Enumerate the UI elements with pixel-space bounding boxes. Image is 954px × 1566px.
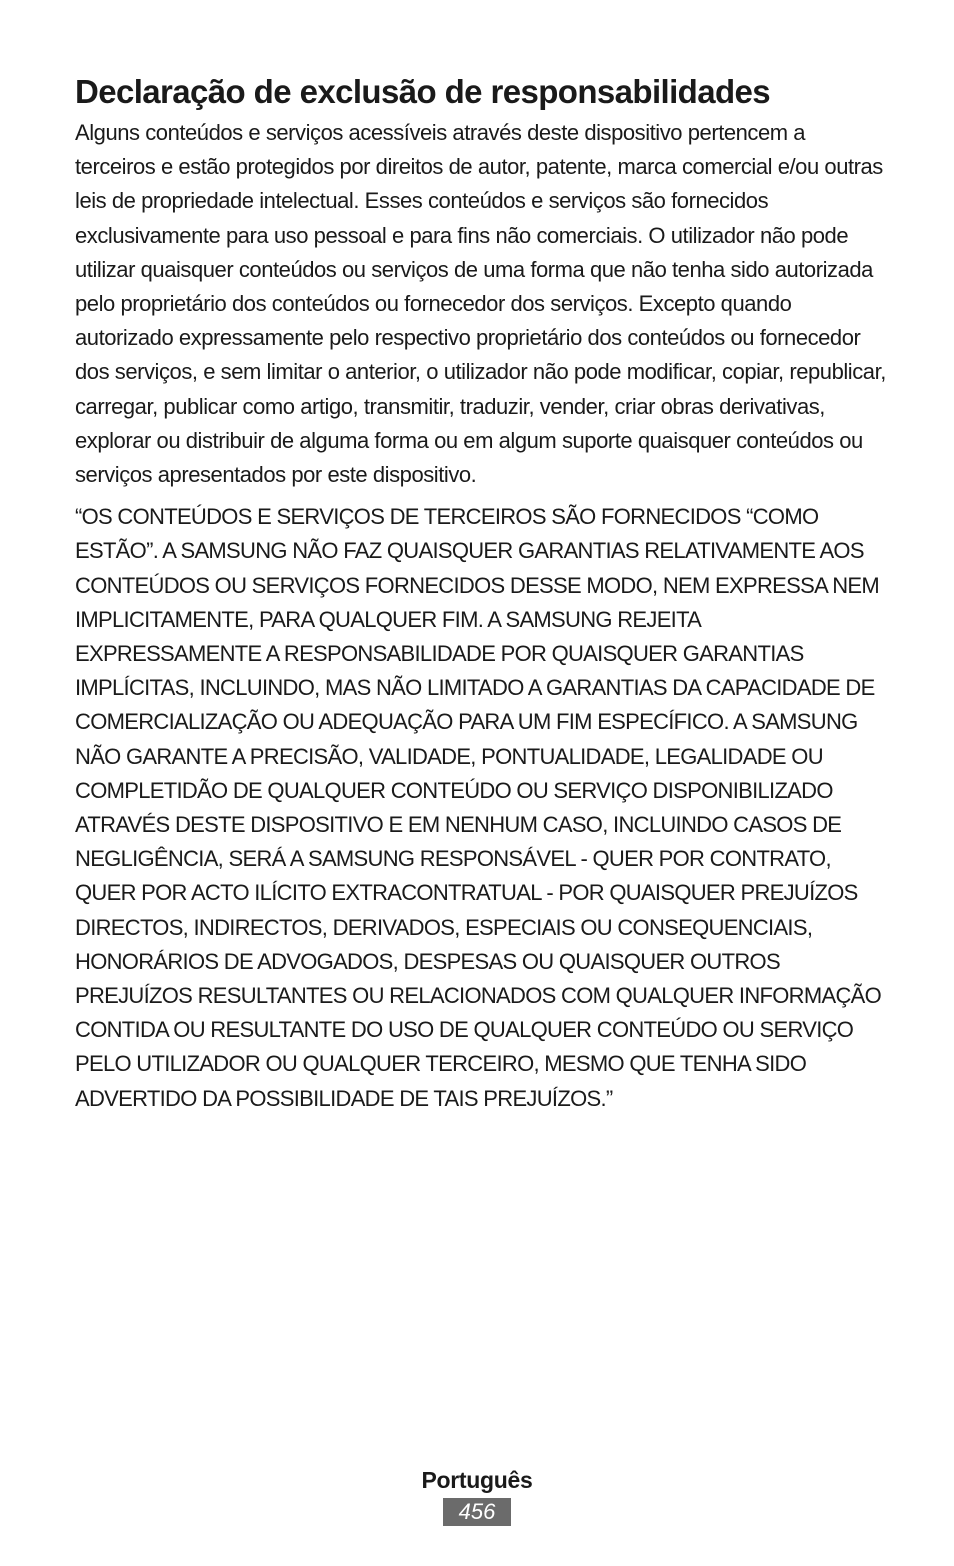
footer-language: Português [421, 1467, 533, 1493]
body-paragraph-disclaimer: Alguns conteúdos e serviços acessíveis através deste dispositivo pertencem a terceiros e estão protegidos por direitos de autor, patente, marca comercial e/ou outras leis de propriedade intelectual. Esses conteúdos e serviços são fornecidos exclusivamente para uso pessoal e para fins não comerciais. O utilizador não pode utilizar quaisquer conteúdos ou serviços de uma forma que não tenha sido autorizada pelo proprietário dos conteúdos ou fornecedor dos serviços. Excepto quando autorizado expressamente pelo respectivo proprietário dos conteúdos ou fornecedor dos serviços, e sem limitar o anterior, o utilizador não pode modificar, copiar, republicar, carregar, publicar como artigo, transmitir, traduzir, vender, criar obras derivativas, explorar ou distribuir de alguma forma ou em algum suporte quaisquer conteúdos ou serviços apresentados por este dispositivo. [75, 120, 886, 488]
document-page [75, 70, 887, 1116]
body-paragraph-warranty: “OS CONTEÚDOS E SERVIÇOS DE TERCEIROS SÃO FORNECIDOS “COMO ESTÃO”. A SAMSUNG NÃO FAZ QUAISQUER GARANTIAS RELATIVAMENTE AOS CONTEÚDOS OU SERVIÇOS FORNECIDOS DESSE MODO, NEM EXPRESSA NEM IMPLICITAMENTE, PARA QUALQUER FIM. A SAMSUNG REJEITA EXPRESSAMENTE A RESPONSABILIDADE POR QUAISQUER GARANTIAS IMPLÍCITAS, INCLUINDO, MAS NÃO LIMITADO A GARANTIAS DA CAPACIDADE DE COMERCIALIZAÇÃO OU ADEQUAÇÃO PARA UM FIM ESPECÍFICO. A SAMSUNG NÃO GARANTE A PRECISÃO, VALIDADE, PONTUALIDADE, LEGALIDADE OU COMPLETIDÃO DE QUALQUER CONTEÚDO OU SERVIÇO DISPONIBILIZADO ATRAVÉS DESTE DISPOSITIVO E EM NENHUM CASO, INCLUINDO CASOS DE NEGLIGÊNCIA, SERÁ A SAMSUNG RESPONSÁVEL - QUER POR CONTRATO, QUER POR ACTO ILÍCITO EXTRACONTRATUAL - POR QUAISQUER PREJUÍZOS DIRECTOS, INDIRECTOS, DERIVADOS, ESPECIAIS OU CONSEQUENCIAIS, HONORÁRIOS DE ADVOGADOS, DESPESAS OU QUAISQUER OUTROS PREJUÍZOS RESULTANTES OU RELACIONADOS COM QUALQUER INFORMAÇÃO CONTIDA OU RESULTANTE DO USO DE QUALQUER CONTEÚDO OU SERVIÇO PELO UTILIZADOR OU QUALQUER TERCEIRO, MESMO QUE TENHA SIDO ADVERTIDO DA POSSIBILIDADE DE TAIS PREJUÍZOS.” [75, 504, 882, 1111]
page-footer [0, 1464, 954, 1526]
page-number-badge: 456 [443, 1498, 511, 1526]
page-title: Declaração de exclusão de responsabilidades [75, 73, 771, 110]
